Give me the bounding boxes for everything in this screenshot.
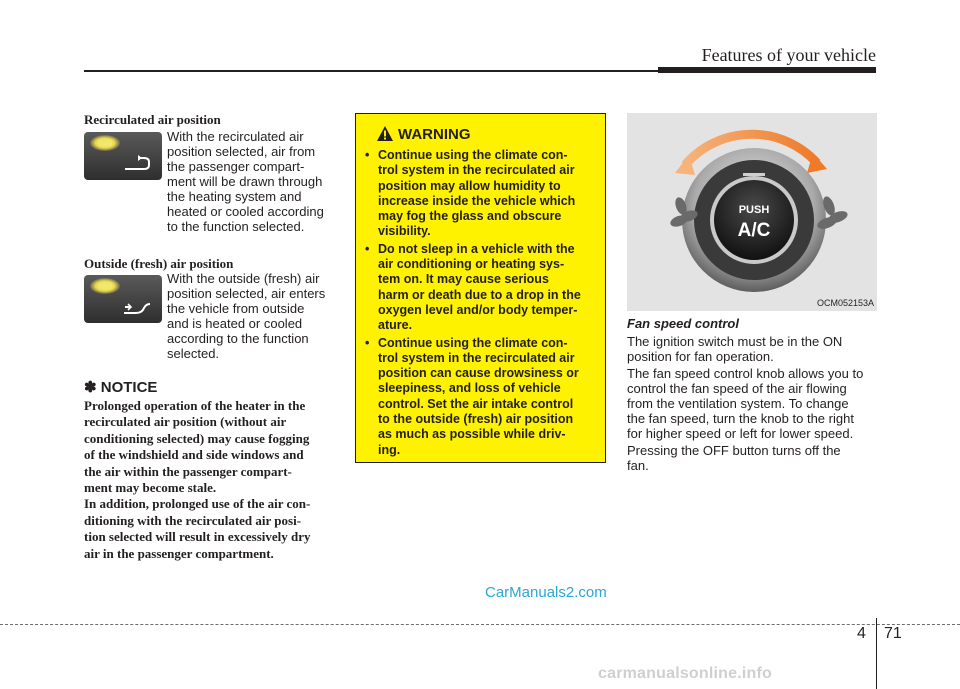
outside-heading: Outside (fresh) air position (84, 256, 234, 271)
outside-text: With the outside (fresh) air position selected, air enters the vehicle from outside and is heated or cooled according to the function selected. (167, 271, 326, 361)
watermark-carmanualsonline[interactable]: carmanualsonline.info (598, 665, 773, 682)
watermark-carmanuals2[interactable]: CarManuals2.com (485, 584, 607, 601)
outside-air-icon (122, 296, 152, 316)
header-rule-accent (658, 67, 876, 73)
outside-air-button-image (84, 275, 162, 323)
warning-item: • Continue using the climate con- trol system in the recirculated air position may allow humidity to increase inside the vehicle which may fog the glass and obscure visibility. (365, 148, 576, 239)
footer-page-divider (876, 618, 877, 689)
recirculate-icon (122, 153, 152, 173)
fan-heading: Fan speed control (627, 316, 739, 331)
warning-heading: WARNING (398, 126, 471, 143)
notice-heading: ✽ NOTICE (84, 379, 158, 396)
ac-knob-illustration (627, 113, 877, 311)
knob-ac-label: A/C (737, 220, 771, 241)
warning-list (365, 148, 599, 460)
warning-item: • Continue using the climate con- trol system in the recirculated air position can cause drowsiness or sleepiness, and loss of vehicle control. Set the air intake control to the outside (fresh) air position as much as possible while driv- ing. (365, 335, 579, 457)
notice-symbol: ✽ (84, 379, 97, 396)
fan-paragraph-1: The ignition switch must be in the ON position for fan operation. (627, 334, 843, 364)
warning-triangle-icon (376, 125, 394, 142)
section-title: Features of your vehicle (701, 45, 876, 65)
warning-box (355, 113, 606, 463)
fan-paragraph-3: Pressing the OFF button turns off the fan. (627, 443, 841, 473)
warning-item: • Do not sleep in a vehicle with the air conditioning or heating sys- tem on. It may cause serious harm or death due to a drop in the oxygen level and/or body temper- ature. (365, 241, 581, 333)
ac-knob-photo (627, 113, 877, 311)
page-number: 71 (884, 625, 902, 642)
recirculated-text: With the recirculated air position selected, air from the passenger compart- ment will be drawn through the heating system and heated or cooled according to the function selected. (167, 129, 324, 234)
header-rule (84, 70, 658, 72)
notice-text: Prolonged operation of the heater in the recirculated air position (without air conditioning selected) may cause fogging of the windshield and side windows and the air within the passenger compart- ment may become stale. In addition, prolonged use of the air con- ditioning with the recirculated air posi- tion selected will result in excessively dry air in the passenger compartment. (84, 398, 311, 561)
chapter-number: 4 (857, 625, 866, 642)
fan-paragraph-2: The fan speed control knob allows you to control the fan speed of the air flowing from the ventilation system. To change the fan speed, turn the knob to the right for higher speed or left for lower speed. (627, 366, 864, 441)
recirculated-heading: Recirculated air position (84, 112, 221, 127)
footer-rule (0, 624, 960, 625)
recirculated-button-image (84, 132, 162, 180)
figure-code: OCM052153A (816, 298, 874, 308)
knob-push-label: PUSH (738, 204, 770, 216)
